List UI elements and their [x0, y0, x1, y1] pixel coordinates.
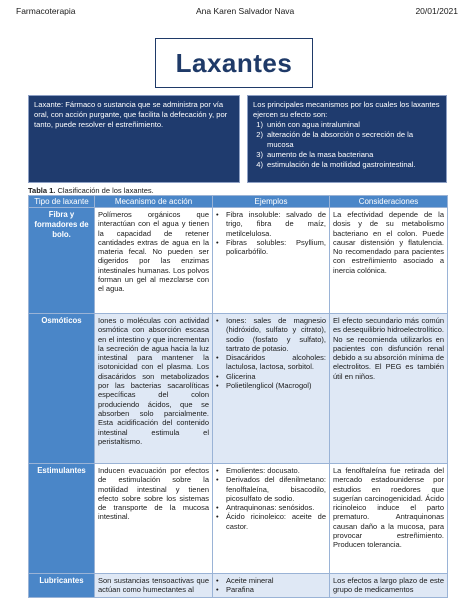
column-header: Mecanismo de acción [95, 196, 213, 208]
table-row [29, 464, 448, 574]
considerations-cell: La efectividad depende de la dosis y de su metabolismo bacteriano en el colon. Puede causar distensión y flatulencia. No recomendado para pacientes con estreñimiento asociado a inercia colónica. [330, 208, 448, 314]
mechanism-item: 3) aumento de la masa bacteriana [256, 150, 374, 159]
mechanism-item: 2) alteración de la absorción o secreción de la mucosa [256, 130, 414, 149]
table-header-row [29, 196, 448, 208]
mechanism-item: 1) unión con agua intraluminal [256, 120, 360, 129]
example-item: • Aceite mineral [216, 576, 326, 585]
mechanism-cell: Son sustancias tensoactivas que actúan como humectantes al [95, 574, 213, 598]
author-label: Ana Karen Salvador Nava [196, 6, 295, 16]
example-item: • Polietilenglicol (Macrogol) [216, 381, 326, 390]
mechanisms-box [247, 95, 447, 183]
laxative-type: Estimulantes [29, 464, 95, 574]
example-item: • Ácido ricinoleico: aceite de castor. [216, 512, 326, 531]
mechanism-item: 4) estimulación de la motilidad gastrointestinal. [256, 160, 416, 169]
examples-cell [213, 208, 330, 314]
subject-label: Farmacoterapia [16, 6, 76, 16]
mechanism-cell: Iones o moléculas con actividad osmótica con absorción escasa en el intestino y que incrementan la secreción de agua hacia la luz intestinal para mantener la isotonicidad con el plasma. Los disacáridos son metabolizados por las bacterias sacarolíticas específicas del colon produciendo ácidos, que se absorben solo parcialmente. Esta acidificación del contenido intestinal estimula el peristaltismo. [95, 314, 213, 464]
mechanism-cell: Inducen evacuación por efectos de estimulación sobre la motilidad intestinal y tienen efecto sobre sobre los sistemas de transporte de la mucosa intestinal. [95, 464, 213, 574]
example-item: • Fibras solubles: Psyllium, policarbófilo. [216, 238, 326, 257]
laxative-type: Lubricantes [29, 574, 95, 598]
mechanism-cell: Polímeros orgánicos que interactúan con el agua y tienen la capacidad de retener cantidades extras de agua en la materia fecal. No pueden ser digeridos por las enzimas intestinales humanas. Los polvos forman un gel al mezclarse con el agua. [95, 208, 213, 314]
date-label: 20/01/2021 [415, 6, 458, 16]
laxative-type: Osmóticos [29, 314, 95, 464]
considerations-cell: Los efectos a largo plazo de este grupo de medicamentos [330, 574, 448, 598]
considerations-cell: El efecto secundario más común es desequilibrio hidroelectrolítico. No se recomienda utilizarlos en pacientes con disfunción renal debido a su absorción mínima de electrolitos. El PEG es también útil en niños. [330, 314, 448, 464]
example-item: • Antraquinonas: senósidos. [216, 503, 326, 512]
caption-text: Clasificación de los laxantes. [55, 186, 154, 195]
laxative-type: Fibra y formadores de bolo. [29, 208, 95, 314]
considerations-cell: La fenolftaleína fue retirada del mercado estadounidense por estudios en roedores que sugerían carcinogenicidad. Ácido ricinoleico induce el parto prematuro. Antraquinonas causan daño a la mucosa, para provocar estreñimiento. Producen tolerancia. [330, 464, 448, 574]
caption-label: Tabla 1. [28, 186, 56, 195]
table-row [29, 208, 448, 314]
mechanisms-list [253, 120, 441, 170]
column-header: Consideraciones [330, 196, 448, 208]
column-header: Ejemplos [213, 196, 330, 208]
example-item: • Iones: sales de magnesio (hidróxido, sulfato y citrato), sodio (fosfato y sulfato), tartrato de potasio. [216, 316, 326, 353]
examples-cell [213, 464, 330, 574]
definition-box [28, 95, 240, 183]
examples-cell [213, 314, 330, 464]
example-item: • Fibra insoluble: salvado de trigo, fibra de maíz, metilcelulosa. [216, 210, 326, 238]
example-item: • Disacáridos alcoholes: lactulosa, lactosa, sorbitol. [216, 353, 326, 372]
column-header: Tipo de laxante [29, 196, 95, 208]
title-box [155, 38, 313, 88]
examples-cell [213, 574, 330, 598]
page-title: Laxantes [175, 47, 293, 78]
example-item: • Glicerina [216, 372, 326, 381]
example-item: • Emolientes: docusato. [216, 466, 326, 475]
example-item: • Derivados del difenilmetano: fenolftaleína, bisacodilo, picosulfato de sodio. [216, 475, 326, 503]
example-item: • Parafina [216, 585, 326, 594]
definition-text: Laxante: Fármaco o sustancia que se administra por vía oral, con acción purgante, que facilita la defecación y, por tanto, puede resolver el estreñimiento. [34, 100, 228, 129]
table-caption [28, 186, 154, 195]
laxatives-table [28, 195, 448, 598]
page-header [16, 6, 458, 18]
table-row [29, 314, 448, 464]
mechanisms-intro: Los principales mecanismos por los cuales los laxantes ejercen su efecto son: [253, 100, 440, 119]
table-row [29, 574, 448, 598]
